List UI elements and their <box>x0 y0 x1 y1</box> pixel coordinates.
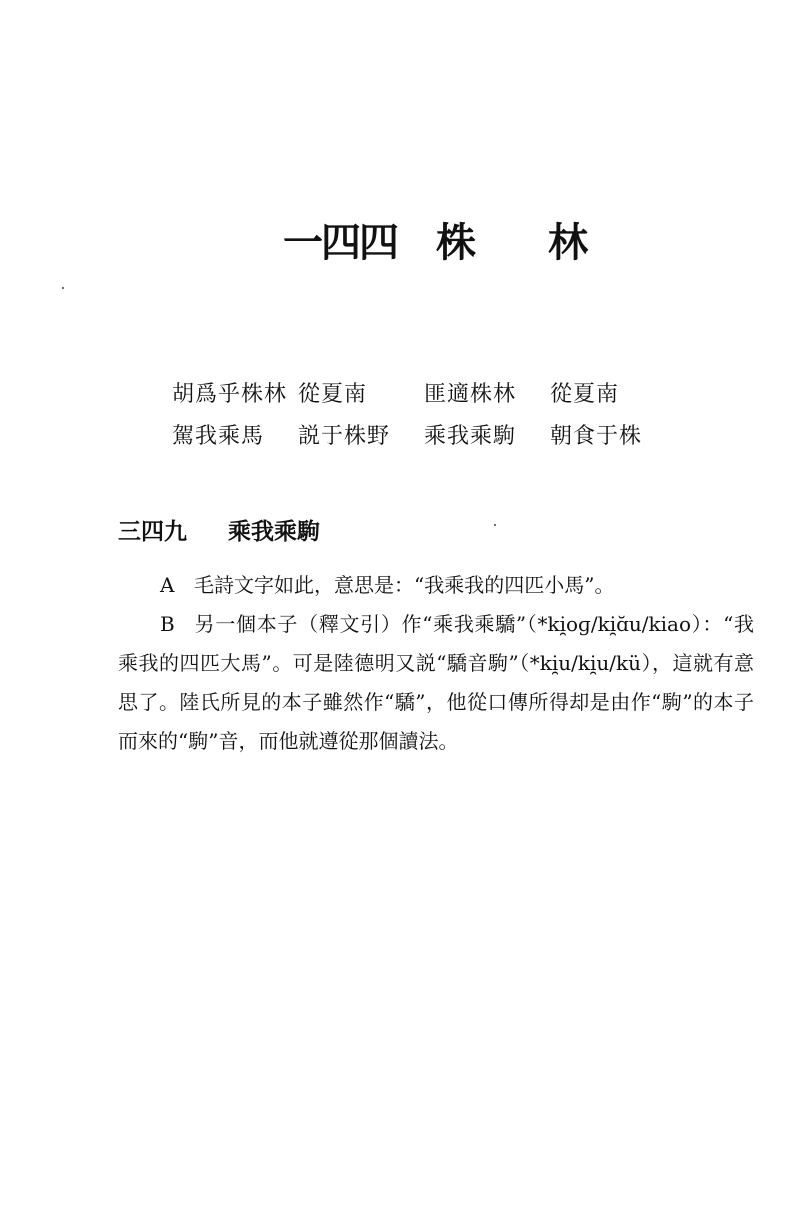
paragraph-text: 毛詩文字如此，意思是：“我乘我的四匹小馬”。 <box>194 573 615 597</box>
poem-phrase: 從夏南 <box>550 382 620 407</box>
paragraph-label: B <box>160 612 175 636</box>
poem-phrase: 朝食于株 <box>550 424 643 449</box>
chapter-title <box>0 208 800 278</box>
chapter-title-char-1: 株 <box>436 220 476 266</box>
scan-speck <box>62 287 64 289</box>
scan-speck <box>494 524 496 526</box>
commentary-body <box>118 566 754 761</box>
poem-stanza <box>172 374 732 458</box>
chapter-title-char-2: 林 <box>548 220 588 266</box>
poem-phrase: 乘我乘駒 <box>424 424 517 449</box>
poem-line <box>172 416 732 458</box>
paragraph-text: 另一個本子（釋文引）作“乘我乘驕”（*ki̯oɡ/ki̯ɑ̆u/kiao）：“我乘我的四匹大馬”。可是陸德明又説“驕音駒”（*ki̯u/ki̯u/kü），這就有意思了。陸氏所見的本子雖然作“驕”，他從口傳所得却是由作“駒”的本子而來的“駒”音，而他就遵從那個讀法。 <box>118 612 754 753</box>
poem-phrase: 胡爲乎株林 <box>172 382 288 407</box>
poem-phrase: 駕我乘馬 <box>172 424 265 449</box>
poem-phrase: 從夏南 <box>298 382 368 407</box>
paragraph-b <box>118 605 754 761</box>
poem-line <box>172 374 732 416</box>
poem-phrase: 匪適株林 <box>424 382 517 407</box>
paragraph-label: A <box>160 573 175 597</box>
poem-phrase: 説于株野 <box>298 424 391 449</box>
paragraph-a <box>118 566 754 605</box>
section-number: 三四九 <box>118 519 187 545</box>
section-heading <box>118 512 320 552</box>
section-title: 乘我乘駒 <box>228 519 320 545</box>
chapter-number: 一四四 <box>283 220 397 266</box>
